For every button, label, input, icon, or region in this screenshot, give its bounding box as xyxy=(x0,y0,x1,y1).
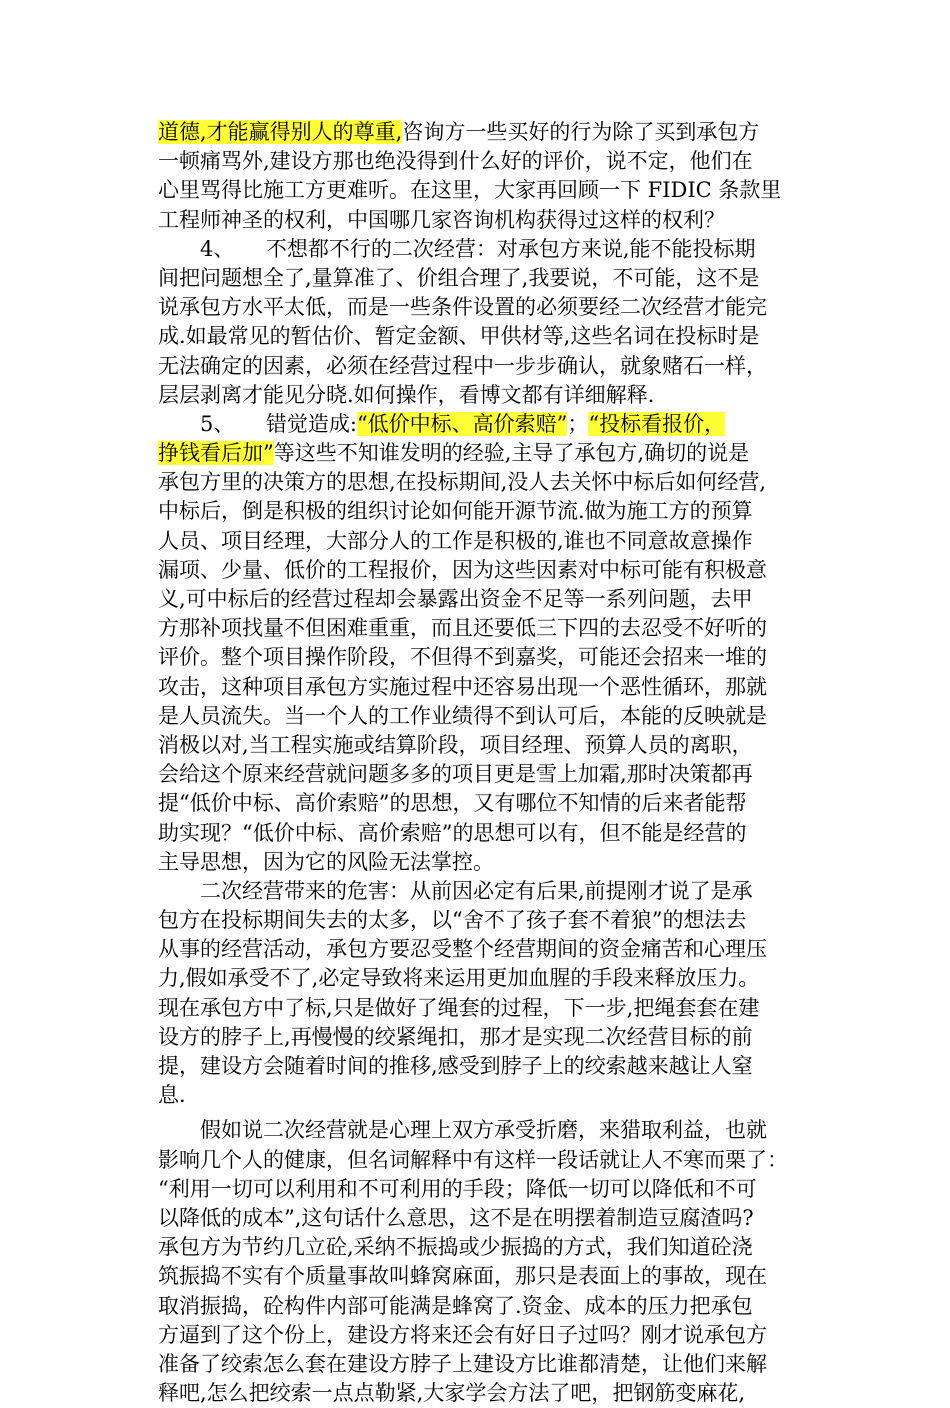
text-line xyxy=(158,264,808,293)
text-segment: ； xyxy=(567,411,589,436)
text-segment: 二次经营带来的危害：从前因必定有后果,前提刚才说了是承 xyxy=(158,878,753,903)
text-segment: 义,可中标后的经营过程却会暴露出资金不足等一系列问题，去甲 xyxy=(158,587,753,611)
text-line xyxy=(158,439,808,468)
paragraph-5 xyxy=(158,1116,808,1408)
text-segment: 以降低的成本”,这句话什么意思，这不是在明摆着制造豆腐渣吗? xyxy=(158,1205,754,1230)
text-segment: 一顿痛骂外,建设方那也绝没得到什么好的评价，说不定，他们在 xyxy=(158,149,753,174)
text-segment: 4、 不想都不行的二次经营：对承包方来说,能不能投标期 xyxy=(158,236,756,261)
text-segment: 取消振捣，砼构件内部可能满是蜂窝了.资金、成本的压力把承包 xyxy=(158,1293,753,1318)
text-segment: 咨询方一些买好的行为除了买到承包方 xyxy=(402,120,760,144)
text-segment: 承包方里的决策方的思想,在投标期间,没人去关怀中标后如何经营, xyxy=(158,470,767,495)
text-segment: 提“低价中标、高价索赔”的思想，又有哪位不知情的后来者能帮 xyxy=(158,791,747,816)
text-segment: 层层剥离才能见分晓.如何操作，看博文都有详细解释. xyxy=(158,382,655,407)
text-line xyxy=(158,468,808,497)
text-line xyxy=(158,643,808,672)
text-segment: 成.如最常见的暂估价、暂定金额、甲供材等,这些名词在投标时是 xyxy=(158,324,760,349)
text-segment: 设方的脖子上,再慢慢的绞紧绳扣，那才是实现二次经营目标的前 xyxy=(158,1024,753,1049)
text-line xyxy=(158,176,808,205)
text-line xyxy=(158,1321,808,1350)
text-segment: 无法确定的因素，必须在经营过程中一步步确认，就象赌石一样， xyxy=(158,353,767,378)
text-segment: 是人员流失。当一个人的工作业绩得不到认可后，本能的反映就是 xyxy=(158,703,767,728)
text-line xyxy=(158,235,808,264)
text-line xyxy=(158,964,808,993)
highlighted-text: “投标看报价， xyxy=(588,411,726,436)
text-line xyxy=(158,673,808,702)
text-line xyxy=(158,1081,808,1110)
text-line xyxy=(158,877,808,906)
text-line xyxy=(158,527,808,556)
text-line xyxy=(158,1350,808,1379)
text-line xyxy=(158,994,808,1023)
text-line xyxy=(158,1023,808,1052)
text-segment: 助实现？“低价中标、高价索赔”的思想可以有，但不能是经营的 xyxy=(158,820,747,845)
text-line xyxy=(158,702,808,731)
text-line xyxy=(158,1379,808,1408)
text-line xyxy=(158,118,808,147)
text-line xyxy=(158,789,808,818)
text-segment: 筑振捣不实有个质量事故叫蜂窝麻面，那只是表面上的事故，现在 xyxy=(158,1264,767,1289)
text-segment: 息. xyxy=(158,1083,186,1108)
text-segment: 包方在投标期间失去的太多，以“舍不了孩子套不着狼”的想法去 xyxy=(158,908,747,933)
text-segment: 说承包方水平太低，而是一些条件设置的必须要经二次经营才能完 xyxy=(158,295,767,320)
text-line xyxy=(158,147,808,176)
paragraph-3 xyxy=(158,410,808,877)
text-line xyxy=(158,935,808,964)
text-segment: 消极以对,当工程实施或结算阶段，项目经理、预算人员的离职， xyxy=(158,732,753,757)
text-line xyxy=(158,381,808,410)
text-line xyxy=(158,1052,808,1081)
text-line xyxy=(158,1116,808,1145)
text-line xyxy=(158,819,808,848)
text-segment: 人员、项目经理，大部分人的工作是积极的,谁也不同意故意操作 xyxy=(158,528,753,553)
text-line xyxy=(158,556,808,585)
text-segment: 主导思想，因为它的风险无法掌控。 xyxy=(158,849,494,874)
text-segment: 心里骂得比施工方更难听。在这里，大家再回顾一下 FIDIC 条款里 xyxy=(158,178,782,203)
text-segment: 等这些不知谁发明的经验,主导了承包方,确切的说是 xyxy=(273,441,750,466)
paragraph-2 xyxy=(158,235,808,410)
text-line xyxy=(158,1262,808,1291)
text-segment: 承包方为节约几立砼,采纳不振捣或少振捣的方式，我们知道砼浇 xyxy=(158,1235,753,1260)
text-segment: 中标后，倒是积极的组织讨论如何能开源节流.做为施工方的预算 xyxy=(158,499,753,524)
text-segment: 攻击，这种项目承包方实施过程中还容易出现一个恶性循环，那就 xyxy=(158,674,767,699)
text-segment: 评价。整个项目操作阶段，不但得不到嘉奖，可能还会招来一堆的 xyxy=(158,645,767,670)
text-segment: 工程师神圣的权利，中国哪几家咨询机构获得过这样的权利？ xyxy=(158,207,725,232)
text-segment: 会给这个原来经营就问题多多的项目更是雪上加霜,那时决策都再 xyxy=(158,762,753,787)
text-line xyxy=(158,906,808,935)
text-segment: 假如说二次经营就是心理上双方承受折磨，来猎取利益，也就 xyxy=(158,1118,767,1143)
text-line xyxy=(158,1204,808,1233)
text-line xyxy=(158,293,808,322)
text-segment: 方逼到了这个份上，建设方将来还会有好日子过吗？刚才说承包方 xyxy=(158,1322,767,1347)
text-line xyxy=(158,731,808,760)
paragraph-1 xyxy=(158,118,808,235)
text-segment: 漏项、少量、低价的工程报价，因为这些因素对中标可能有积极意 xyxy=(158,557,767,582)
highlighted-text: 道德,才能赢得别人的尊重, xyxy=(158,120,403,144)
text-line xyxy=(158,1292,808,1321)
highlighted-text: 挣钱看后加” xyxy=(158,441,274,466)
text-segment: 方那补项找量不但困难重重，而且还要低三下四的去忍受不好听的 xyxy=(158,616,767,641)
text-segment: 力,假如承受不了,必定导致将来运用更加血腥的手段来释放压力。 xyxy=(158,966,760,991)
text-line xyxy=(158,497,808,526)
paragraph-4 xyxy=(158,877,808,1111)
text-segment: 间把问题想全了,量算准了、价组合理了,我要说，不可能，这不是 xyxy=(158,265,760,290)
text-line xyxy=(158,585,808,614)
document-body xyxy=(158,118,808,1408)
text-line xyxy=(158,1233,808,1262)
text-segment: 释吧,怎么把绞索一点点勒紧,大家学会方法了吧，把钢筋变麻花, xyxy=(158,1381,746,1406)
text-segment: 现在承包方中了标,只是做好了绳套的过程，下一步,把绳套套在建 xyxy=(158,995,760,1020)
text-segment: 从事的经营活动，承包方要忍受整个经营期间的资金痛苦和心理压 xyxy=(158,937,767,962)
text-line xyxy=(158,1175,808,1204)
text-line xyxy=(158,614,808,643)
text-segment: 准备了绞索怎么套在建设方脖子上建设方比谁都清楚，让他们来解 xyxy=(158,1351,767,1376)
highlighted-text: “低价中标、高价索赔” xyxy=(356,411,568,436)
text-segment: “利用一切可以利用和不可利用的手段；降低一切可以降低和不可 xyxy=(158,1176,757,1201)
text-line xyxy=(158,206,808,235)
text-segment: 提，建设方会随着时间的推移,感受到脖子上的绞索越来越让人窒 xyxy=(158,1054,753,1078)
text-segment: 影响几个人的健康，但名词解释中有这样一段话就让人不寒而栗了： xyxy=(158,1147,788,1172)
text-line xyxy=(158,322,808,351)
text-line xyxy=(158,848,808,877)
text-line xyxy=(158,352,808,381)
text-segment: 5、 错觉造成: xyxy=(158,411,357,436)
text-line xyxy=(158,760,808,789)
text-line xyxy=(158,410,808,439)
text-line xyxy=(158,1146,808,1175)
